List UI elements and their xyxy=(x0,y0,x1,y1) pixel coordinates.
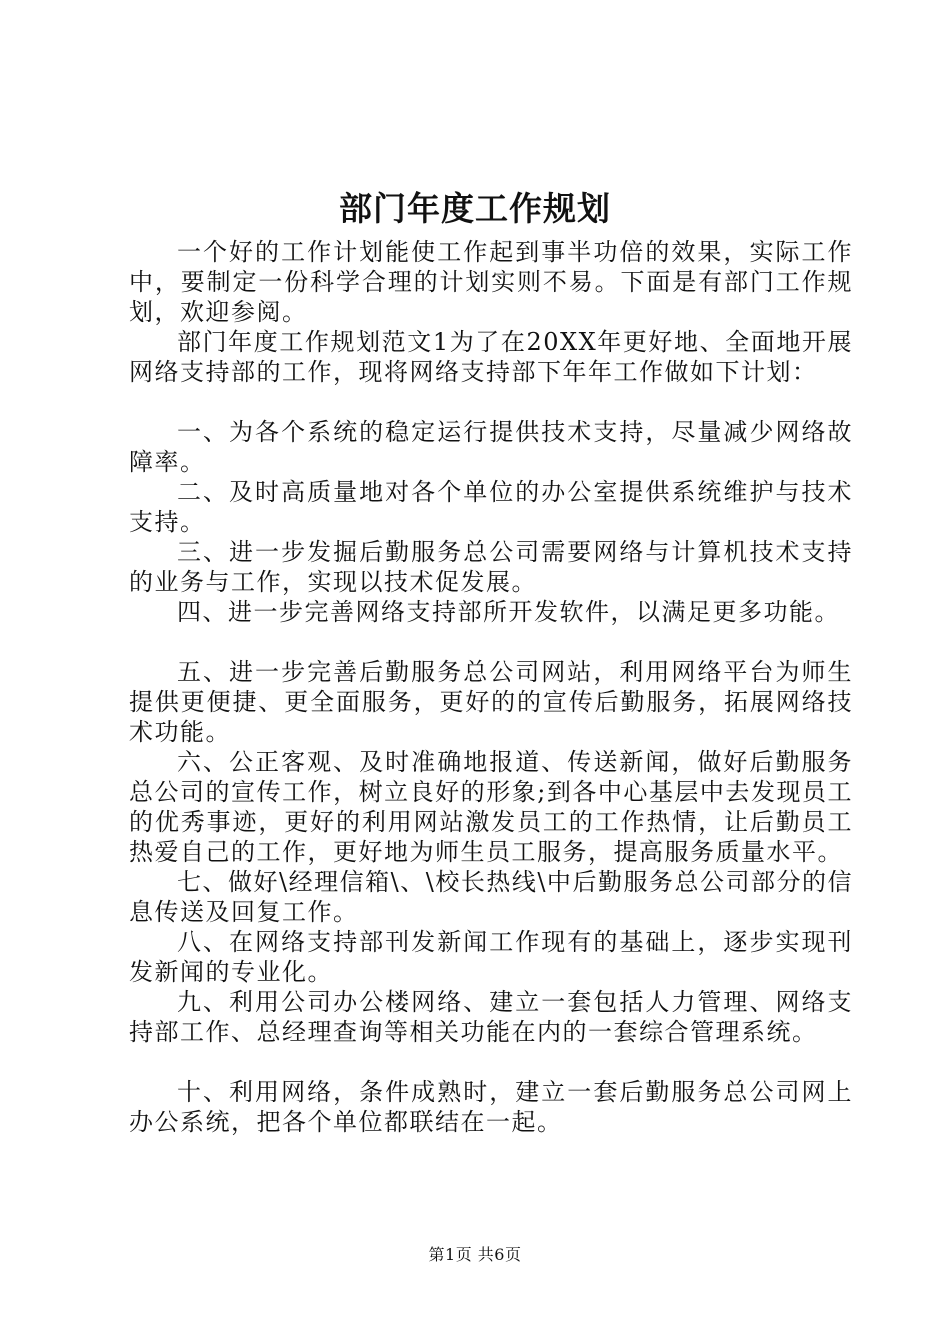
plan-item-8: 八、在网络支持部刊发新闻工作现有的基础上，逐步实现刊发新闻的专业化。 xyxy=(129,928,853,986)
plan-intro-paragraph: 部门年度工作规划范文1为了在20XX年更好地、全面地开展网络支持部的工作，现将网络支持部下年年工作做如下计划： xyxy=(129,328,853,386)
document-title: 部门年度工作规划 xyxy=(339,189,611,228)
plan-item-4: 四、进一步完善网络支持部所开发软件，以满足更多功能。 xyxy=(177,598,840,626)
intro-paragraph: 一个好的工作计划能使工作起到事半功倍的效果，实际工作中，要制定一份科学合理的计划实则不易。下面是有部门工作规划，欢迎参阅。 xyxy=(129,238,853,326)
page-footer xyxy=(0,1245,950,1265)
plan-item-2: 二、及时高质量地对各个单位的办公室提供系统维护与技术支持。 xyxy=(129,478,853,536)
plan-item-1: 一、为各个系统的稳定运行提供技术支持，尽量减少网络故障率。 xyxy=(129,418,853,476)
plan-item-10: 十、利用网络，条件成熟时，建立一套后勤服务总公司网上办公系统，把各个单位都联结在一起。 xyxy=(129,1078,853,1136)
document-body xyxy=(129,237,853,1137)
page-number: 第1页 共6页 xyxy=(428,1245,522,1264)
plan-item-5: 五、进一步完善后勤服务总公司网站，利用网络平台为师生提供更便捷、更全面服务，更好的的宣传后勤服务，拓展网络技术功能。 xyxy=(129,658,853,746)
plan-item-7: 七、做好\经理信箱\、\校长热线\中后勤服务总公司部分的信息传送及回复工作。 xyxy=(129,868,853,926)
plan-item-9: 九、利用公司办公楼网络、建立一套包括人力管理、网络支持部工作、总经理查询等相关功能在内的一套综合管理系统。 xyxy=(129,988,853,1046)
plan-item-6: 六、公正客观、及时准确地报道、传送新闻，做好后勤服务总公司的宣传工作，树立良好的形象;到各中心基层中去发现员工的优秀事迹，更好的利用网站激发员工的工作热情，让后勤员工热爱自己的工作，更好地为师生员工服务，提高服务质量水平。 xyxy=(129,748,853,866)
plan-item-3: 三、进一步发掘后勤服务总公司需要网络与计算机技术支持的业务与工作，实现以技术促发展。 xyxy=(129,538,853,596)
